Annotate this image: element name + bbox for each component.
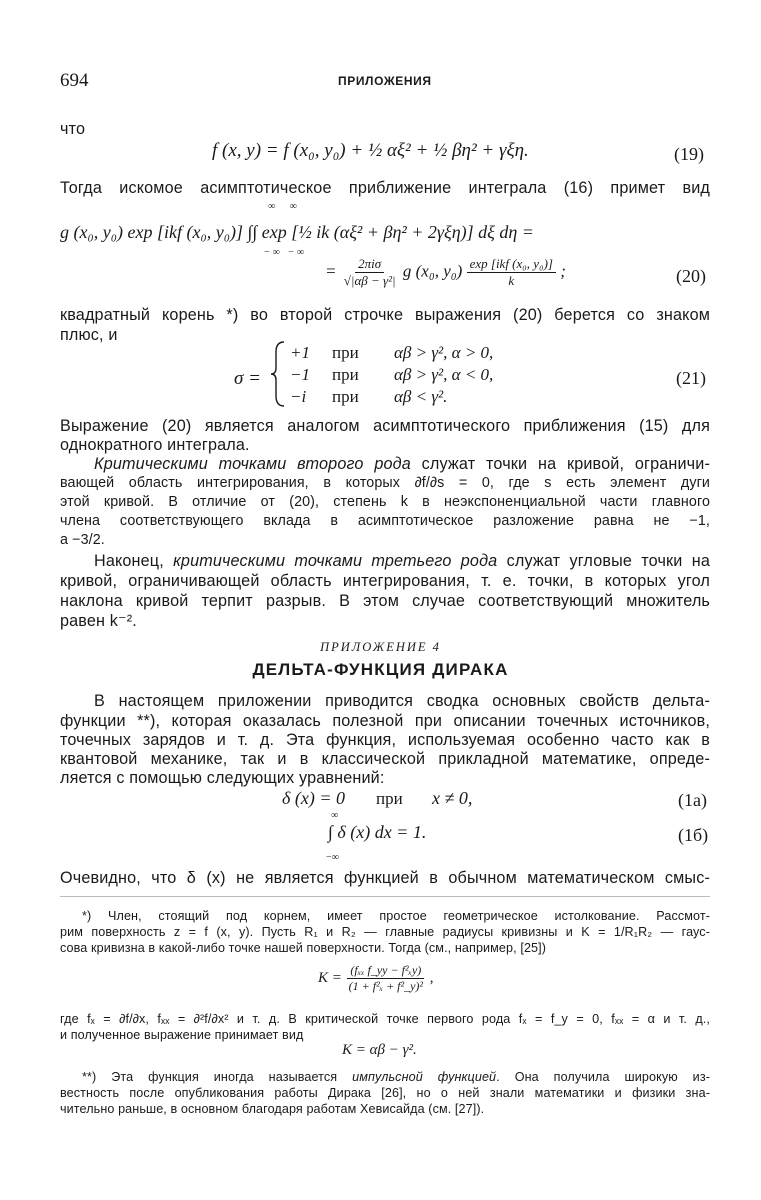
paragraph-third-kind-line3: наклона кривой терпит разрыв. В этом случае соответствующий множитель bbox=[60, 592, 710, 610]
equation-19: f (x, y) = f (x₀, y₀) + ½ αξ² + ½ βη² + γξη. bbox=[212, 140, 529, 161]
case-row: +1 при αβ > γ², α > 0, bbox=[290, 343, 494, 362]
equation-20-lower-limits: −∞ −∞ bbox=[264, 247, 308, 258]
paragraph-second-kind-line3: этой кривой. В отличие от (20), степень k в неэкспоненциальной части главного bbox=[60, 494, 710, 510]
equation-1b-upper-limit: ∞ bbox=[331, 810, 339, 821]
paragraph-sqrt-line2: плюс, и bbox=[60, 326, 118, 344]
footnote1-line1: *) Член, стоящий под корнем, имеет простое геометрическое истолкование. Рассмот- bbox=[82, 909, 710, 923]
paragraph-third-kind-line1: Наконец, критическими точками третьего рода служат угловые точки на bbox=[94, 552, 710, 570]
equation-20-fraction: $\frac{\text{2πiσ}}{\text{√|αβ − γ²|}}$ bbox=[343, 256, 396, 288]
equation-1b-number: (1б) bbox=[678, 825, 709, 845]
footnote1-final-formula: K = αβ − γ². bbox=[342, 1042, 417, 1058]
footnote2-line1: **) Эта функция иногда называется импульсной функцией. Она получила широкую из- bbox=[82, 1070, 710, 1084]
equation-20-exp-fraction: $\frac{\text{exp [ikf (x₀, y₀)]}}{k}$ bbox=[467, 256, 556, 289]
equation-1a-number: (1а) bbox=[678, 790, 707, 810]
paragraph-then: Тогда искомое асимптотическое приближение интеграла (16) примет вид bbox=[60, 179, 710, 197]
paragraph-obvious: Очевидно, что δ (x) не является функцией в обычном математическом смыс- bbox=[60, 869, 710, 887]
footnote1-line2: рим поверхность z = f (x, y). Пусть R₁ и R₂ — главные радиусы кривизны и K = 1/R₁R₂ — гаус- bbox=[60, 925, 710, 939]
footnote1-line3: сова кривизна в какой-либо точке нашей поверхности. Тогда (см., например, [25]) bbox=[60, 941, 547, 955]
paragraph-intro-line5: ляется с помощью следующих уравнений: bbox=[60, 769, 385, 787]
running-title: ПРИЛОЖЕНИЯ bbox=[338, 74, 432, 88]
equation-1a-lhs: δ (x) = 0 bbox=[282, 788, 345, 808]
paragraph-third-kind-line4: равен k⁻². bbox=[60, 612, 137, 630]
paragraph-third-kind-line2: кривой, ограничивающей область интегрирования, т. е. точки, в которых угол bbox=[60, 572, 710, 590]
paragraph-intro-line2: функции **), которая оказалась полезной при описании точечных источников, bbox=[60, 712, 710, 730]
equation-1a-word: при bbox=[376, 789, 403, 808]
paragraph-intro-line1: В настоящем приложении приводится сводка основных свойств дельта- bbox=[94, 692, 710, 710]
paragraph-second-kind-line5: а −3/2. bbox=[60, 532, 105, 548]
paragraph-analog-line2: однократного интеграла. bbox=[60, 436, 250, 454]
case-row: −1 при αβ > γ², α < 0, bbox=[290, 365, 494, 384]
footnote1-after-line2: и полученное выражение принимает вид bbox=[60, 1028, 304, 1042]
paragraph-analog-line1: Выражение (20) является аналогом асимптотического приближения (15) для bbox=[60, 417, 710, 435]
paragraph-sqrt-line1: квадратный корень *) во второй строчке выражения (20) берется со знаком bbox=[60, 306, 710, 324]
appendix-title: ДЕЛЬТА-ФУНКЦИЯ ДИРАКА bbox=[252, 660, 509, 679]
appendix-label: ПРИЛОЖЕНИЕ 4 bbox=[320, 640, 441, 654]
equation-20-line2: = $\frac{\text{2πiσ}}{\text{√|αβ − γ²|}}$ g (x₀, y₀) $\frac{\text{exp [ikf (x₀, y₀)]}}{k}$ ; bbox=[325, 256, 566, 288]
paragraph-intro-line4: квантовой механике, так и в классической прикладной математике, опреде- bbox=[60, 750, 710, 768]
eq19-prefix: что bbox=[60, 120, 86, 138]
footnote2-line2: вестность после опубликования работы Дирака [26], но о ней знали математики и физики зна- bbox=[60, 1086, 710, 1100]
paragraph-second-kind-line2: вающей область интегрирования, в которых ∂f/∂s = 0, где s есть элемент дуги bbox=[60, 475, 710, 491]
paragraph-second-kind-line4: члена соответствующего вклада в асимптотическое разложение равна не −1, bbox=[60, 513, 710, 529]
equation-20-line1: g (x₀, y₀) exp [ikf (x₀, y₀)] ∫∫ exp [½ ik (αξ² + βη² + 2γξη)] dξ dη = bbox=[60, 222, 534, 242]
equation-21-cases bbox=[290, 342, 493, 408]
equation-1a-condition: x ≠ 0, bbox=[432, 788, 473, 808]
footnote1-after-line1: где fₓ = ∂f/∂x, fₓₓ = ∂²f/∂x² и т. д. В критической точке первого рода fₓ = f_y = 0, fₓₓ = α и т. д., bbox=[60, 1012, 710, 1026]
case-row: −i при αβ < γ². bbox=[290, 387, 448, 406]
paragraph-second-kind-line1: Критическими точками второго рода служат точки на кривой, ограничи- bbox=[94, 455, 710, 473]
footnote1-formula: K = $\frac{\text{(fₓₓ f\_yy − f²ₓy)}}{\text{(1 + f²ₓ + f²\_y)²}}$ , bbox=[318, 963, 434, 993]
equation-20-number: (20) bbox=[676, 266, 706, 286]
equation-19-number: (19) bbox=[674, 144, 704, 164]
footnote-separator bbox=[60, 896, 710, 897]
equation-21-brace bbox=[270, 340, 286, 408]
footnote2-line3: чительно раньше, в основном благодаря работам Хевисайда (см. [27]). bbox=[60, 1102, 485, 1116]
equation-1b: ∫ δ (x) dx = 1. bbox=[328, 822, 427, 842]
equation-21-lhs: σ = bbox=[234, 368, 261, 389]
equation-21-number: (21) bbox=[676, 368, 706, 388]
paragraph-intro-line3: точечных зарядов и т. д. Эта функция, используемая особенно часто как в bbox=[60, 731, 710, 749]
equation-20-upper-limits: ∞ ∞ bbox=[268, 201, 303, 212]
equation-1b-lower-limit: −∞ bbox=[326, 852, 339, 863]
page-number: 694 bbox=[60, 70, 89, 91]
